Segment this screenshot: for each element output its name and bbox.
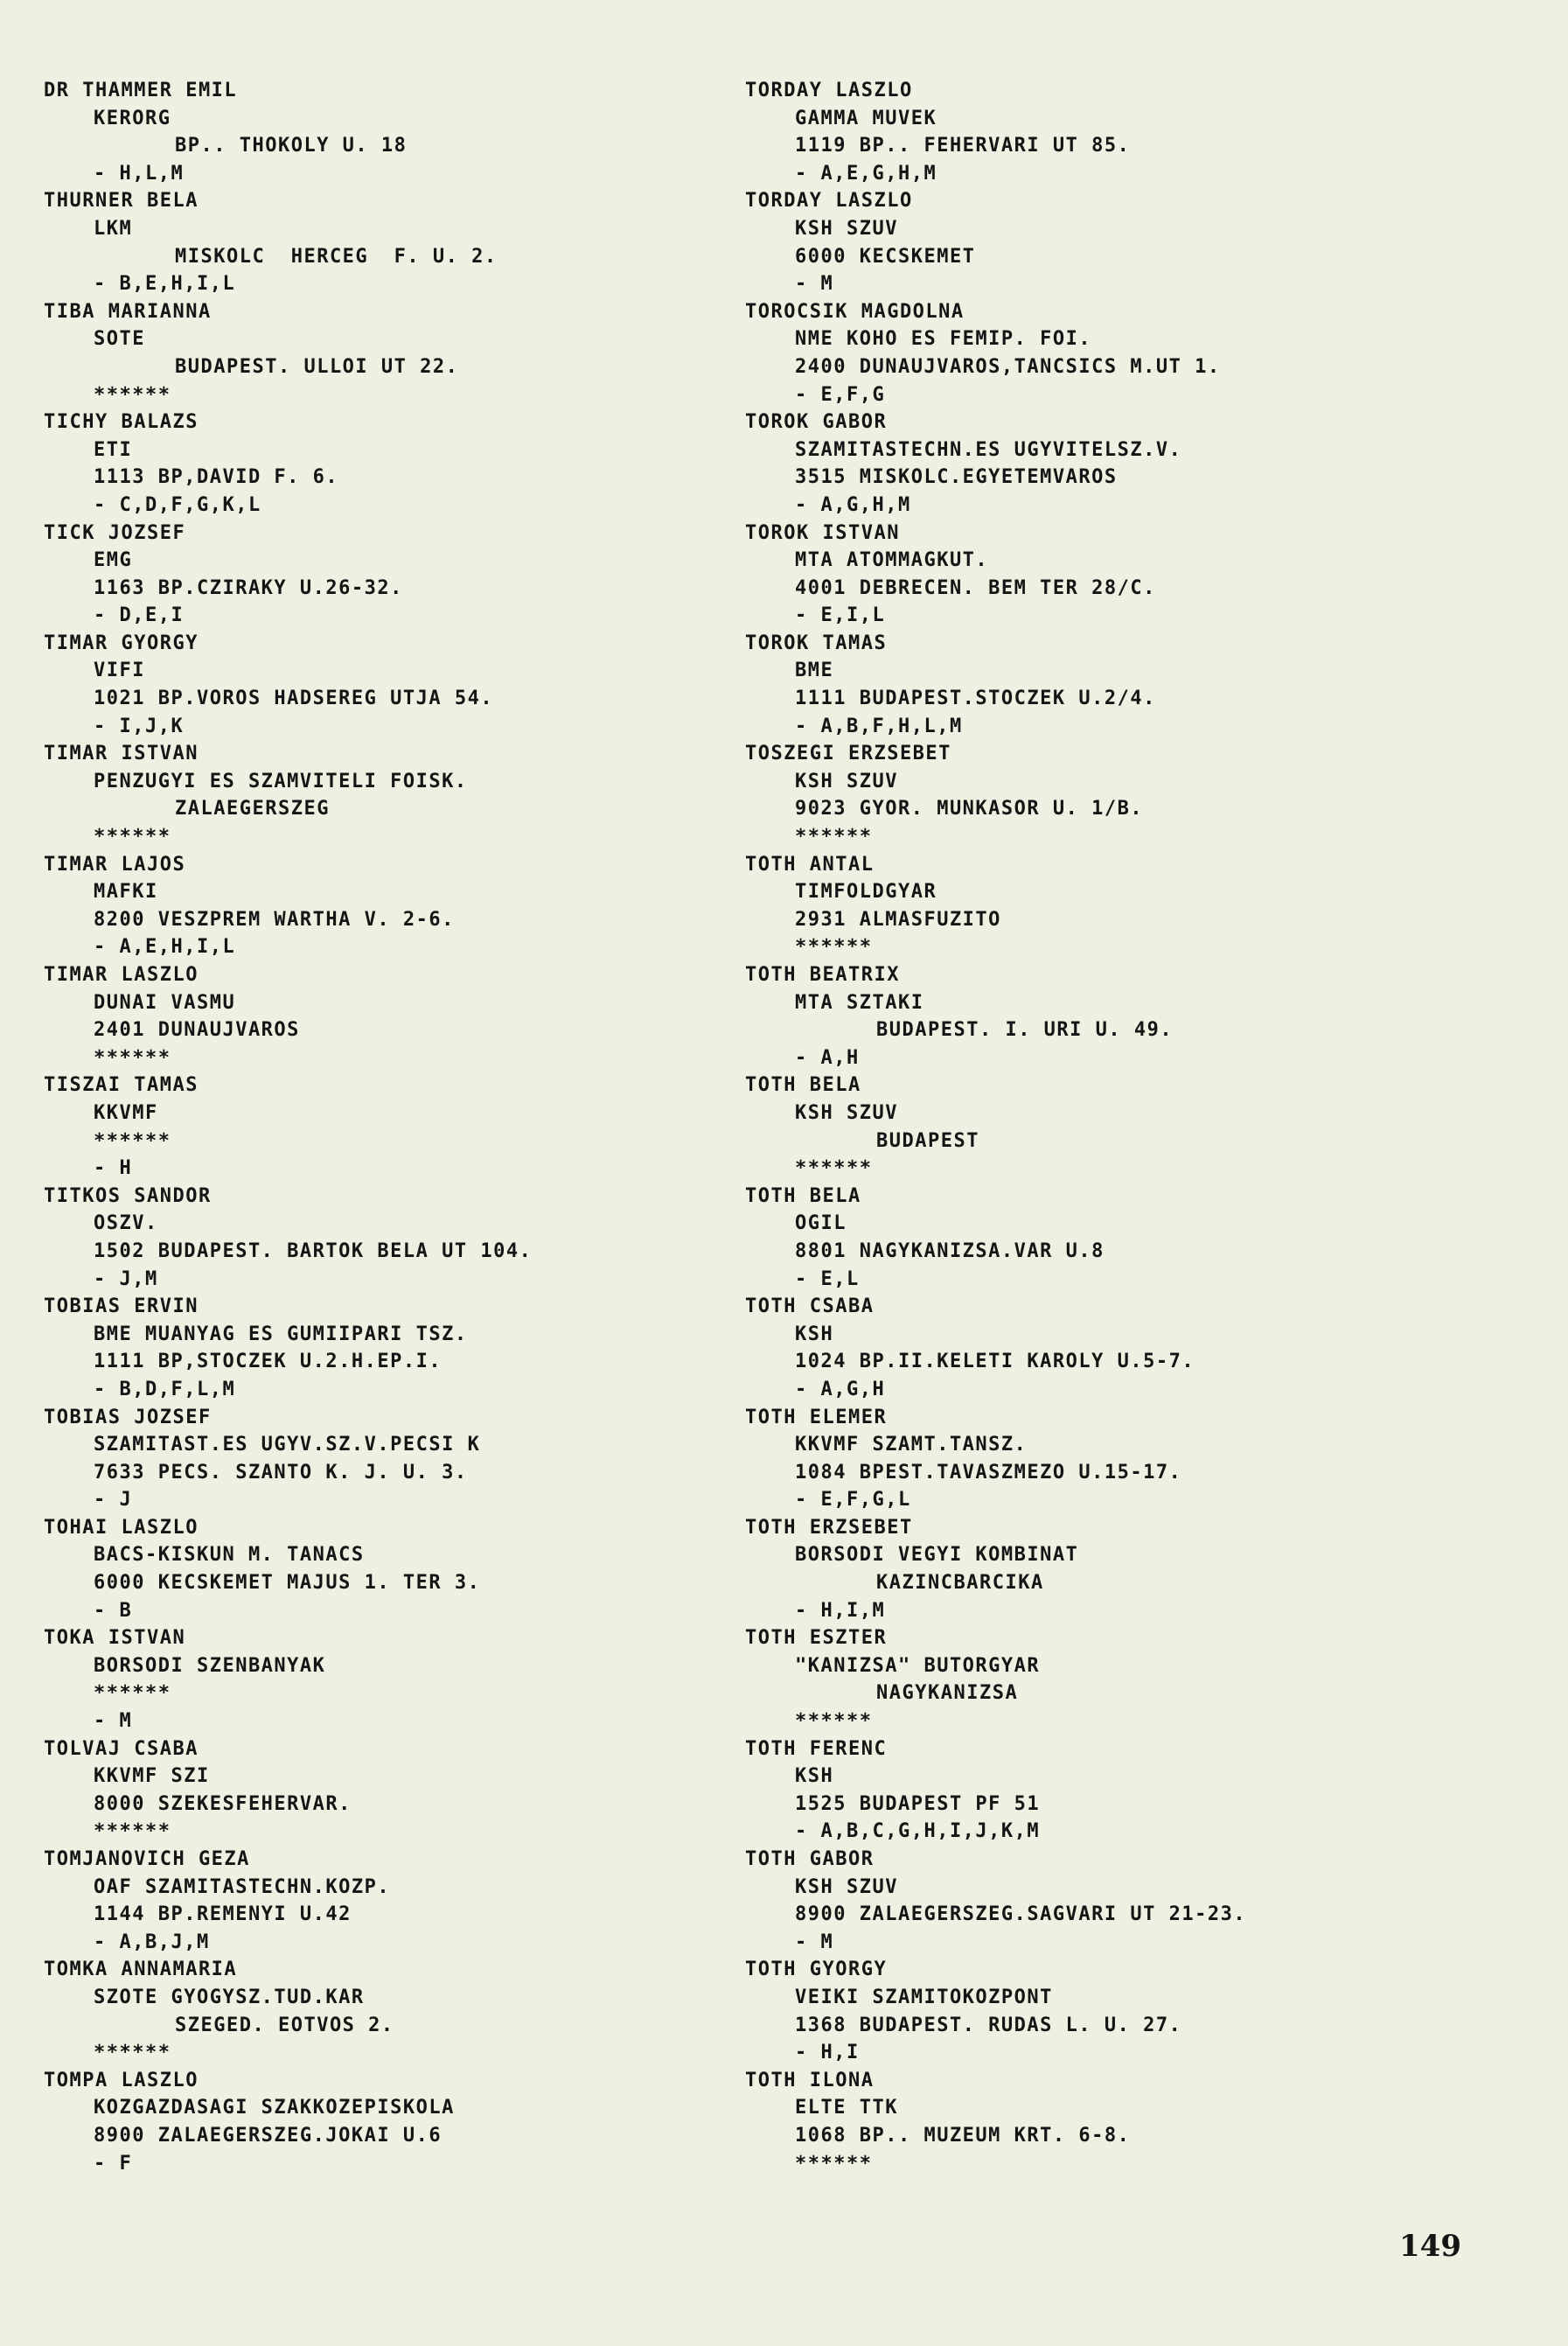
entry-name: TOTH GYORGY xyxy=(745,1958,888,1981)
entry-address: 1368 BUDAPEST. RUDAS L. U. 27. xyxy=(795,2014,1182,2036)
entry-codes: ****** xyxy=(94,1820,171,1843)
entry-name: TIMAR LAJOS xyxy=(44,853,186,876)
entry-codes: - H xyxy=(94,1157,133,1180)
entry-address: 8000 SZEKESFEHERVAR. xyxy=(94,1792,352,1815)
directory-entry xyxy=(745,1846,1410,1956)
directory-entry xyxy=(44,1846,708,1956)
entry-address: 3515 MISKOLC.EGYETEMVAROS xyxy=(795,466,1118,489)
entry-organization: PENZUGYI ES SZAMVITELI FOISK. xyxy=(94,770,468,792)
entry-organization: KERORG xyxy=(94,107,171,129)
entry-name: TOKA ISTVAN xyxy=(44,1627,186,1650)
entry-name: TIBA MARIANNA xyxy=(44,300,212,323)
entry-codes: - A,B,F,H,L,M xyxy=(795,715,963,737)
entry-organization: SZAMITASTECHN.ES UGYVITELSZ.V. xyxy=(795,438,1182,461)
entry-address: 1502 BUDAPEST. BARTOK BELA UT 104. xyxy=(94,1239,533,1262)
directory-entry xyxy=(44,1624,708,1735)
entry-name: TOTH FERENC xyxy=(745,1737,888,1760)
directory-entry xyxy=(745,1956,1410,2066)
entry-name: TITKOS SANDOR xyxy=(44,1184,212,1207)
entry-organization: KSH SZUV xyxy=(795,217,898,240)
entry-address: 6000 KECSKEMET MAJUS 1. TER 3. xyxy=(94,1572,481,1595)
entry-codes: - H,L,M xyxy=(94,162,185,185)
entry-name: TOTH BELA xyxy=(745,1184,861,1207)
directory-entry xyxy=(745,2067,1410,2177)
entry-codes: - A,G,H,M xyxy=(795,493,911,516)
entry-organization: KKVMF SZI xyxy=(94,1765,210,1788)
entry-codes: - E,F,G,L xyxy=(795,1489,911,1512)
entry-name: TOLVAJ CSABA xyxy=(44,1737,199,1760)
entry-name: TOHAI LASZLO xyxy=(44,1516,199,1539)
entry-codes: ****** xyxy=(795,1157,873,1180)
directory-entry xyxy=(745,1735,1410,1846)
entry-codes: ****** xyxy=(795,2152,873,2175)
entry-organization: SOTE xyxy=(94,328,145,351)
entry-address: 7633 PECS. SZANTO K. J. U. 3. xyxy=(94,1461,468,1484)
entry-address: KAZINCBARCIKA xyxy=(876,1572,1044,1595)
entry-codes: - J,M xyxy=(94,1267,158,1290)
entry-organization: OSZV. xyxy=(94,1212,158,1235)
entry-organization: OGIL xyxy=(795,1212,847,1235)
entry-codes: - D,E,I xyxy=(94,604,185,627)
entry-address: 6000 KECSKEMET xyxy=(795,245,976,268)
entry-name: TOROK GABOR xyxy=(745,411,888,434)
entry-organization: BORSODI SZENBANYAK xyxy=(94,1654,326,1677)
entry-name: TOTH ILONA xyxy=(745,2069,875,2091)
entry-address: 4001 DEBRECEN. BEM TER 28/C. xyxy=(795,576,1156,599)
entry-address: 2400 DUNAUJVAROS,TANCSICS M.UT 1. xyxy=(795,355,1221,378)
entry-organization: BORSODI VEGYI KOMBINAT xyxy=(795,1544,1079,1567)
entry-address: 1111 BP,STOCZEK U.2.H.EP.I. xyxy=(94,1351,443,1373)
entry-address: 1021 BP.VOROS HADSEREG UTJA 54. xyxy=(94,688,494,710)
entry-organization: KSH SZUV xyxy=(795,770,898,792)
entry-name: TOMJANOVICH GEZA xyxy=(44,1848,250,1870)
entry-address: 2931 ALMASFUZITO xyxy=(795,908,1001,931)
entry-name: TOBIAS ERVIN xyxy=(44,1295,199,1318)
entry-codes: ****** xyxy=(795,936,873,959)
entry-codes: - M xyxy=(94,1710,133,1733)
entry-address: 1144 BP.REMENYI U.42 xyxy=(94,1903,352,1926)
entry-codes: - H,I,M xyxy=(795,1599,886,1622)
entry-address: 1163 BP.CZIRAKY U.26-32. xyxy=(94,576,403,599)
directory-entry xyxy=(44,1293,708,1403)
entry-address: 1111 BUDAPEST.STOCZEK U.2/4. xyxy=(795,688,1156,710)
entry-codes: - B xyxy=(94,1599,133,1622)
entry-name: TOBIAS JOZSEF xyxy=(44,1406,212,1428)
entry-organization: GAMMA MUVEK xyxy=(795,107,937,129)
entry-address: 2401 DUNAUJVAROS xyxy=(94,1019,300,1042)
entry-address: 8900 ZALAEGERSZEG.JOKAI U.6 xyxy=(94,2124,443,2147)
directory-entry xyxy=(745,187,1410,297)
entry-name: THURNER BELA xyxy=(44,190,199,213)
entry-name: TIMAR LASZLO xyxy=(44,964,199,986)
directory-entry xyxy=(44,630,708,740)
entry-organization: ETI xyxy=(94,438,133,461)
entry-address: SZEGED. EOTVOS 2. xyxy=(175,2014,394,2036)
entry-codes: - A,B,C,G,H,I,J,K,M xyxy=(795,1820,1041,1843)
entry-name: TOTH GABOR xyxy=(745,1848,875,1870)
entry-codes: - F xyxy=(94,2152,133,2175)
entry-name: TICK JOZSEF xyxy=(44,521,186,544)
directory-entry xyxy=(745,298,1410,408)
entry-name: TIMAR ISTVAN xyxy=(44,743,199,765)
entry-organization: SZAMITAST.ES UGYV.SZ.V.PECSI K xyxy=(94,1434,481,1456)
entry-organization: ELTE TTK xyxy=(795,2097,898,2119)
entry-organization: LKM xyxy=(94,217,133,240)
directory-entry xyxy=(745,1183,1410,1293)
entry-name: TOTH ELEMER xyxy=(745,1406,888,1428)
entry-name: TORDAY LASZLO xyxy=(745,80,913,101)
entry-organization: TIMFOLDGYAR xyxy=(795,881,937,904)
entry-address: 8801 NAGYKANIZSA.VAR U.8 xyxy=(795,1239,1105,1262)
entry-address: 1024 BP.II.KELETI KAROLY U.5-7. xyxy=(795,1351,1195,1373)
entry-codes: - M xyxy=(795,273,834,296)
entry-name: TOTH BEATRIX xyxy=(745,964,900,986)
entry-name: TOTH ANTAL xyxy=(745,853,875,876)
entry-codes: ****** xyxy=(795,1710,873,1733)
entry-organization: KSH xyxy=(795,1323,834,1345)
entry-organization: DUNAI VASMU xyxy=(94,991,236,1014)
directory-entry xyxy=(745,851,1410,961)
directory-entry xyxy=(745,77,1410,187)
entry-codes: - A,E,H,I,L xyxy=(94,936,236,959)
entry-codes: - A,G,H xyxy=(795,1378,886,1400)
entry-address: MISKOLC HERCEG F. U. 2. xyxy=(175,245,498,268)
directory-entry xyxy=(44,1735,708,1846)
entry-address: 1113 BP,DAVID F. 6. xyxy=(94,466,339,489)
entry-codes: ****** xyxy=(94,826,171,848)
entry-address: BUDAPEST xyxy=(876,1129,979,1152)
entry-codes: - A,B,J,M xyxy=(94,1931,210,1953)
entry-organization: OAF SZAMITASTECHN.KOZP. xyxy=(94,1875,391,1898)
entry-codes: - C,D,F,G,K,L xyxy=(94,493,261,516)
entry-codes: - J xyxy=(94,1489,133,1512)
entry-codes: - E,L xyxy=(795,1267,860,1290)
entry-codes: - E,I,L xyxy=(795,604,886,627)
entry-address: 8900 ZALAEGERSZEG.SAGVARI UT 21-23. xyxy=(795,1903,1247,1926)
entry-name: TOTH BELA xyxy=(745,1074,861,1097)
entry-codes: - A,H xyxy=(795,1046,860,1069)
entry-organization: KOZGAZDASAGI SZAKKOZEPISKOLA xyxy=(94,2097,455,2119)
entry-name: TOTH ESZTER xyxy=(745,1627,888,1650)
entry-address: 1119 BP.. FEHERVARI UT 85. xyxy=(795,135,1131,157)
entry-name: TOSZEGI ERZSEBET xyxy=(745,743,951,765)
entry-organization: KSH SZUV xyxy=(795,1875,898,1898)
entry-address: BUDAPEST. ULLOI UT 22. xyxy=(175,355,459,378)
entry-organization: VIFI xyxy=(94,660,145,682)
entry-organization: MAFKI xyxy=(94,881,158,904)
directory-entry xyxy=(44,520,708,630)
entry-organization: MTA ATOMMAGKUT. xyxy=(795,549,989,572)
entry-codes: ****** xyxy=(94,1046,171,1069)
entry-codes: ****** xyxy=(94,383,171,406)
entry-address: 1525 BUDAPEST PF 51 xyxy=(795,1792,1041,1815)
entry-codes: - E,F,G xyxy=(795,383,886,406)
entry-codes: - I,J,K xyxy=(94,715,185,737)
entry-organization: BME MUANYAG ES GUMIIPARI TSZ. xyxy=(94,1323,468,1345)
directory-entry xyxy=(44,1404,708,1514)
entry-organization: "KANIZSA" BUTORGYAR xyxy=(795,1654,1041,1677)
entry-name: TOTH CSABA xyxy=(745,1295,875,1318)
right-column xyxy=(745,77,1410,2177)
left-column xyxy=(44,77,708,2177)
entry-codes: ****** xyxy=(94,2042,171,2064)
directory-entry xyxy=(745,630,1410,740)
entry-organization: BME xyxy=(795,660,834,682)
directory-entry xyxy=(745,1293,1410,1403)
directory-entry xyxy=(44,2067,708,2177)
entry-address: 8200 VESZPREM WARTHA V. 2-6. xyxy=(94,908,455,931)
entry-name: TOMPA LASZLO xyxy=(44,2069,199,2091)
entry-name: TOMKA ANNAMARIA xyxy=(44,1958,238,1981)
directory-entry xyxy=(44,851,708,961)
directory-entry xyxy=(44,1514,708,1624)
directory-entry xyxy=(745,1624,1410,1735)
directory-entry xyxy=(745,1072,1410,1182)
entry-address: 1084 BPEST.TAVASZMEZO U.15-17. xyxy=(795,1461,1182,1484)
directory-entry xyxy=(44,298,708,408)
entry-name: TIMAR GYORGY xyxy=(44,632,199,654)
entry-address: ZALAEGERSZEG xyxy=(175,798,330,820)
directory-entry xyxy=(44,1072,708,1182)
entry-name: TOROCSIK MAGDOLNA xyxy=(745,300,965,323)
entry-address: NAGYKANIZSA xyxy=(876,1682,1019,1705)
entry-organization: SZOTE GYOGYSZ.TUD.KAR xyxy=(94,1986,365,2008)
directory-entry xyxy=(745,1404,1410,1514)
entry-codes: - M xyxy=(795,1931,834,1953)
entry-organization: VEIKI SZAMITOKOZPONT xyxy=(795,1986,1053,2008)
directory-entry xyxy=(745,520,1410,630)
entry-organization: MTA SZTAKI xyxy=(795,991,924,1014)
entry-codes: - A,E,G,H,M xyxy=(795,162,937,185)
entry-address: ****** xyxy=(94,1682,171,1705)
directory-entry xyxy=(44,1956,708,2066)
page-number: 149 xyxy=(1399,2229,1461,2264)
entry-organization: BACS-KISKUN M. TANACS xyxy=(94,1544,365,1567)
entry-organization: KKVMF xyxy=(94,1101,158,1124)
directory-entry xyxy=(44,408,708,519)
entry-name: TICHY BALAZS xyxy=(44,411,199,434)
directory-entry xyxy=(44,187,708,297)
directory-entry xyxy=(44,961,708,1072)
entry-name: TOTH ERZSEBET xyxy=(745,1516,913,1539)
directory-entry xyxy=(745,961,1410,1072)
entry-codes: - B,E,H,I,L xyxy=(94,273,236,296)
entry-organization: KSH xyxy=(795,1765,834,1788)
entry-name: TOROK ISTVAN xyxy=(745,521,900,544)
directory-entry xyxy=(44,1183,708,1293)
entry-organization: EMG xyxy=(94,549,133,572)
entry-name: TISZAI TAMAS xyxy=(44,1074,199,1097)
entry-address: BUDAPEST. I. URI U. 49. xyxy=(876,1019,1174,1042)
entry-address: 1068 BP.. MUZEUM KRT. 6-8. xyxy=(795,2124,1131,2147)
entry-address: ****** xyxy=(94,1129,171,1152)
entry-codes: - H,I xyxy=(795,2042,860,2064)
entry-organization: KKVMF SZAMT.TANSZ. xyxy=(795,1434,1028,1456)
directory-entry xyxy=(745,740,1410,850)
entry-name: TORDAY LASZLO xyxy=(745,190,913,213)
directory-entry xyxy=(745,408,1410,519)
directory-entry xyxy=(44,740,708,850)
entry-address: 9023 GYOR. MUNKASOR U. 1/B. xyxy=(795,798,1144,820)
entry-address: BP.. THOKOLY U. 18 xyxy=(175,135,408,157)
entry-codes: - B,D,F,L,M xyxy=(94,1378,236,1400)
entry-name: TOROK TAMAS xyxy=(745,632,888,654)
entry-codes: ****** xyxy=(795,826,873,848)
entry-organization: KSH SZUV xyxy=(795,1101,898,1124)
directory-entry xyxy=(745,1514,1410,1624)
directory-entry xyxy=(44,77,708,187)
entry-name: DR THAMMER EMIL xyxy=(44,80,238,101)
entry-organization: NME KOHO ES FEMIP. FOI. xyxy=(795,328,1092,351)
